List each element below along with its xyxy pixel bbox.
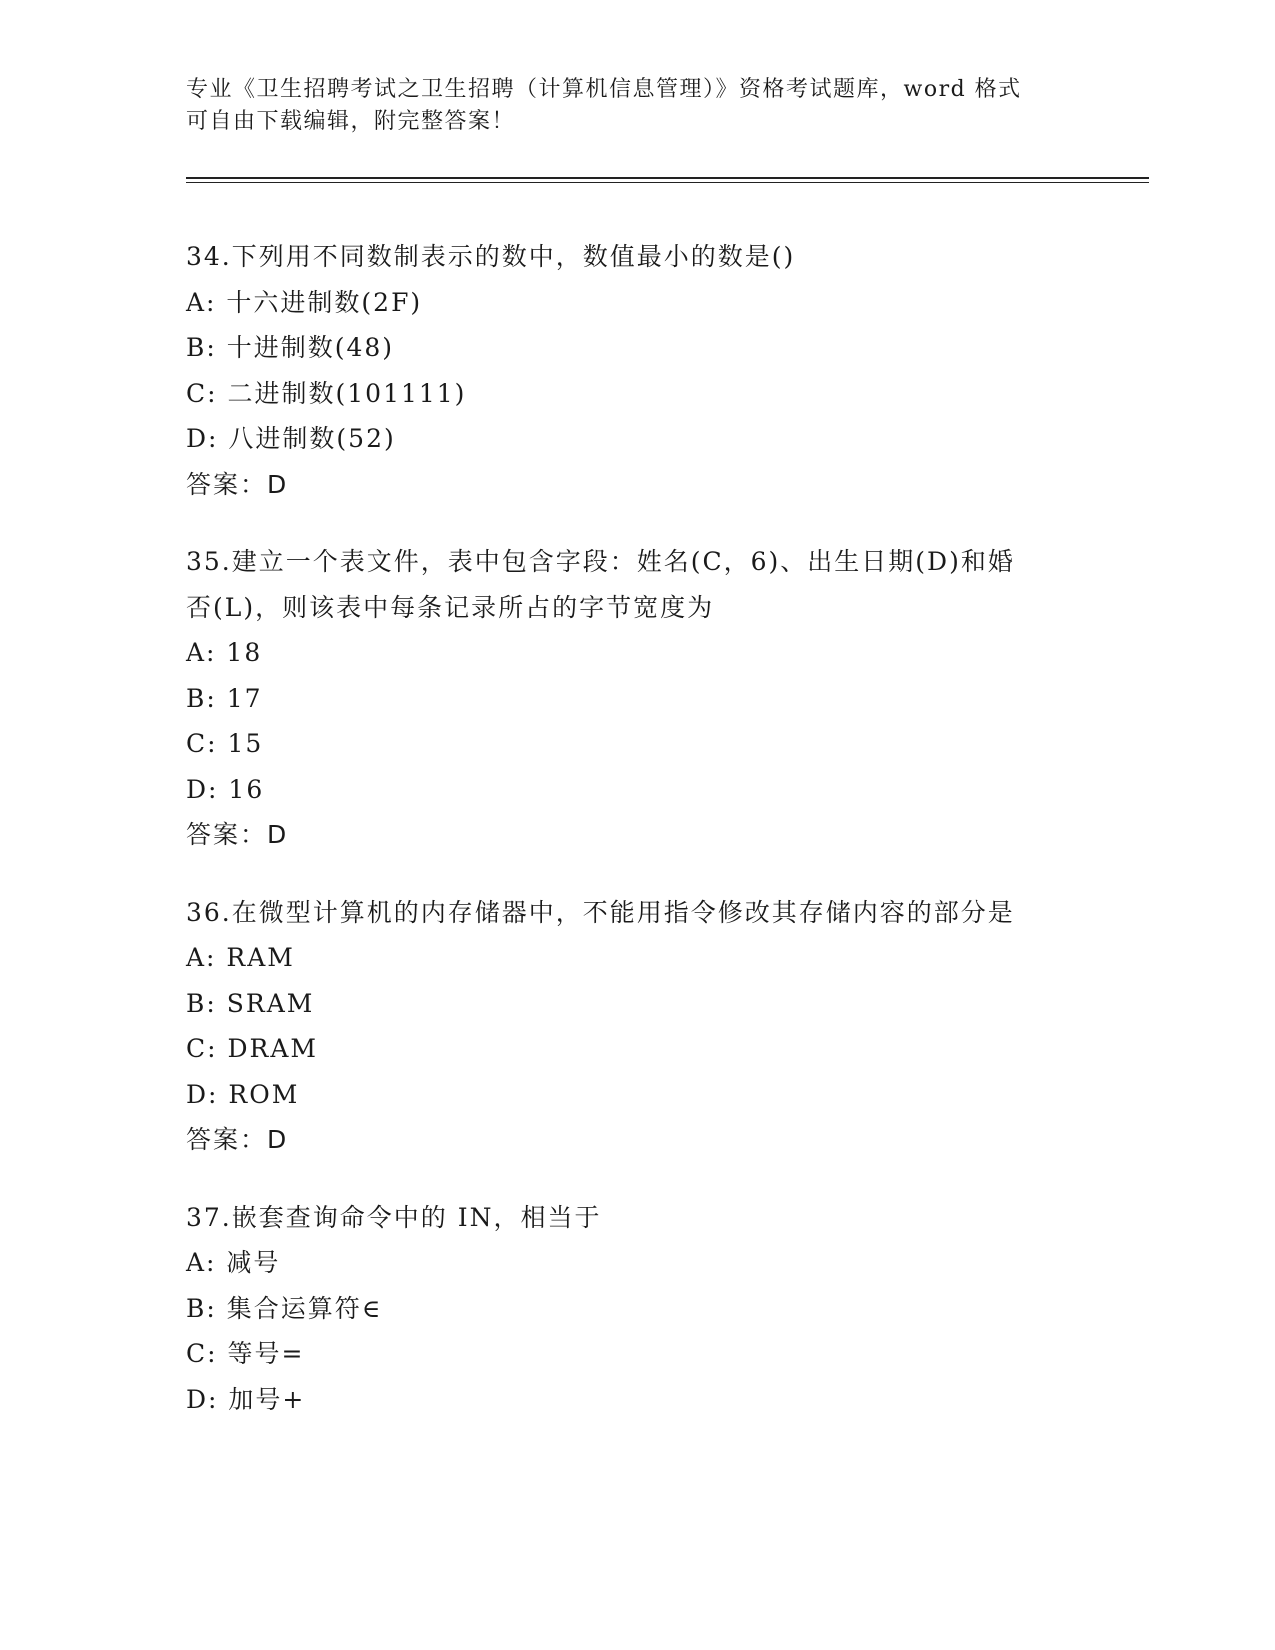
- question-36: [186, 890, 1086, 1163]
- document-header: [186, 74, 1086, 138]
- question-stem: 34.下列用不同数制表示的数中，数值最小的数是(): [186, 242, 796, 271]
- option-a: A: 18: [186, 638, 263, 667]
- option-c: C: DRAM: [186, 1034, 319, 1063]
- question-stem: 35.建立一个表文件，表中包含字段：姓名(C，6)、出生日期(D)和婚: [186, 547, 1015, 576]
- option-d: D: ROM: [186, 1079, 300, 1109]
- option-d: D: 加号+: [186, 1384, 306, 1414]
- answer-line: 答案：D: [186, 820, 289, 849]
- option-c: C: 二进制数(101111): [186, 378, 467, 408]
- question-stem: 36.在微型计算机的内存储器中，不能用指令修改其存储内容的部分是: [186, 897, 1015, 927]
- option-d: D: 16: [186, 774, 265, 804]
- option-c: C: 15: [186, 729, 264, 758]
- option-a: A: RAM: [186, 943, 295, 972]
- question-34: [186, 234, 1086, 507]
- option-b: B: SRAM: [186, 988, 315, 1018]
- question-list: [186, 234, 1086, 1454]
- option-a: A: 十六进制数(2F): [186, 287, 423, 317]
- option-b: B: 17: [186, 683, 263, 713]
- answer-line: 答案：D: [186, 1125, 289, 1154]
- question-37: [186, 1195, 1086, 1423]
- header-divider-thin: [186, 182, 1149, 183]
- question-35: [186, 539, 1086, 858]
- option-a: A: 减号: [186, 1248, 281, 1277]
- header-line-2: 可自由下载编辑，附完整答案！: [186, 109, 516, 134]
- option-b: B: 十进制数(48): [186, 333, 395, 362]
- question-stem-continued: 否(L)，则该表中每条记录所占的字节宽度为: [186, 592, 715, 622]
- header-divider-thick: [186, 177, 1149, 179]
- answer-line: 答案：D: [186, 469, 289, 499]
- option-b: B: 集合运算符∈: [186, 1293, 383, 1323]
- option-d: D: 八进制数(52): [186, 424, 396, 453]
- header-line-1: 专业《卫生招聘考试之卫生招聘（计算机信息管理）》资格考试题库，word 格式: [186, 77, 1022, 102]
- question-stem: 37.嵌套查询命令中的 IN，相当于: [186, 1202, 602, 1232]
- option-c: C: 等号=: [186, 1339, 305, 1368]
